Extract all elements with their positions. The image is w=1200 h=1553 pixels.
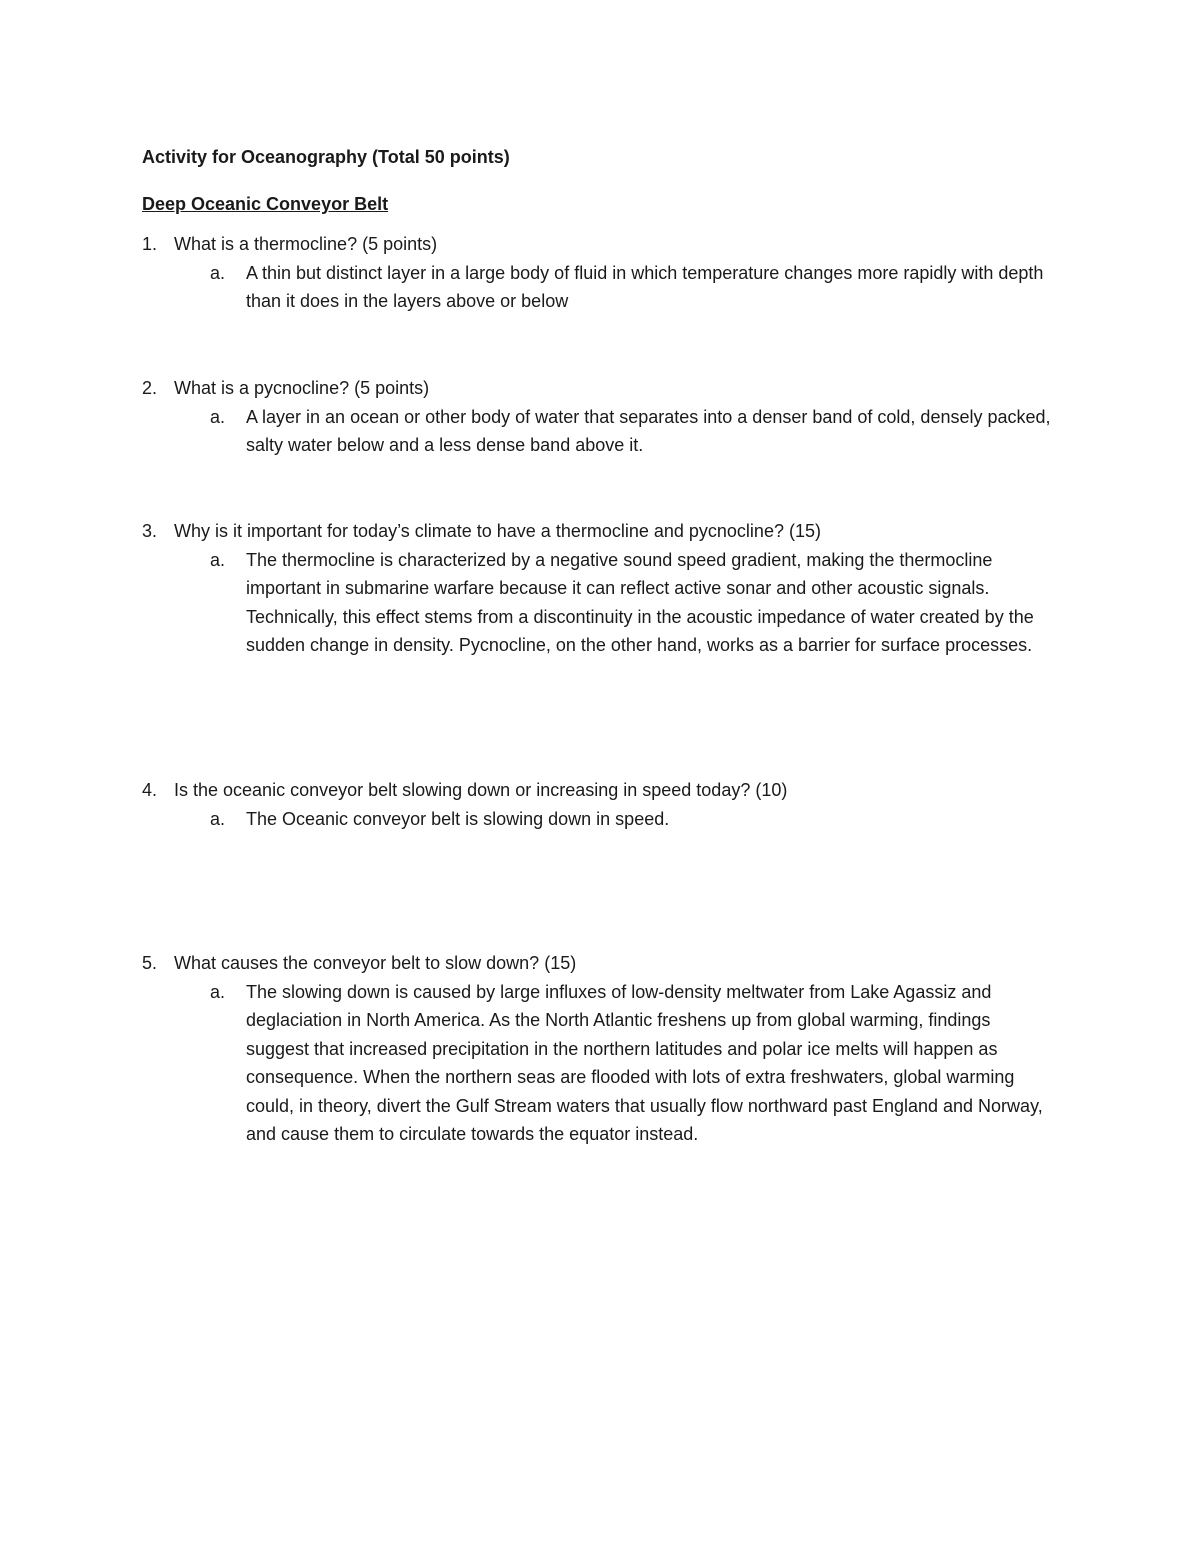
answer-text: A thin but distinct layer in a large body of fluid in which temperature changes more rapidly with depth than it does in the layers above or below (246, 262, 1044, 311)
question-number: 2. (142, 378, 158, 398)
question-item (142, 517, 1054, 660)
question-item (142, 776, 1054, 833)
answer-item (210, 403, 1056, 460)
question-text: What is a thermocline? (5 points) (174, 234, 438, 254)
answer-text: The slowing down is caused by large influxes of low-density meltwater from Lake Agassiz and deglaciation in North America. As the North Atlantic freshens up from global warming, findings suggest that increased precipitation in the northern latitudes and polar ice melts will happen as consequence. When the northern seas are flooded with lots of extra freshwaters, global warming could, in theory, divert the Gulf Stream waters that usually flow northward past England and Norway, and cause them to circulate towards the equator instead. (246, 981, 1043, 1144)
answer-item (210, 546, 1056, 660)
question-number: 3. (142, 521, 158, 541)
question-text: Why is it important for today’s climate to have a thermocline and pycnocline? (15) (174, 521, 821, 541)
answer-letter: a. (210, 549, 226, 570)
answer-text: The Oceanic conveyor belt is slowing down in speed. (246, 808, 670, 829)
question-item (142, 949, 1054, 1149)
answer-letter: a. (210, 262, 226, 283)
answer-letter: a. (210, 981, 226, 1002)
answer-letter: a. (210, 406, 226, 427)
question-number: 1. (142, 234, 158, 254)
answer-item (210, 805, 1056, 834)
answer-text: A layer in an ocean or other body of water that separates into a denser band of cold, densely packed, salty water below and a less dense band above it. (246, 406, 1051, 455)
question-number: 4. (142, 780, 158, 800)
question-number: 5. (142, 953, 158, 973)
question-item (142, 374, 1054, 460)
question-text: Is the oceanic conveyor belt slowing down or increasing in speed today? (10) (174, 780, 788, 800)
document-title: Activity for Oceanography (Total 50 points) (142, 147, 510, 167)
answer-letter: a. (210, 808, 226, 829)
section-heading: Deep Oceanic Conveyor Belt (142, 194, 389, 214)
question-item (142, 230, 1054, 316)
question-text: What causes the conveyor belt to slow down? (15) (174, 953, 577, 973)
answer-text: The thermocline is characterized by a negative sound speed gradient, making the thermocline important in submarine warfare because it can reflect active sonar and other acoustic signals. Technically, this effect stems from a discontinuity in the acoustic impedance of water created by the sudden change in density. Pycnocline, on the other hand, works as a barrier for surface processes. (246, 549, 1034, 655)
question-text: What is a pycnocline? (5 points) (174, 378, 430, 398)
answer-item (210, 259, 1056, 316)
answer-item (210, 978, 1056, 1149)
